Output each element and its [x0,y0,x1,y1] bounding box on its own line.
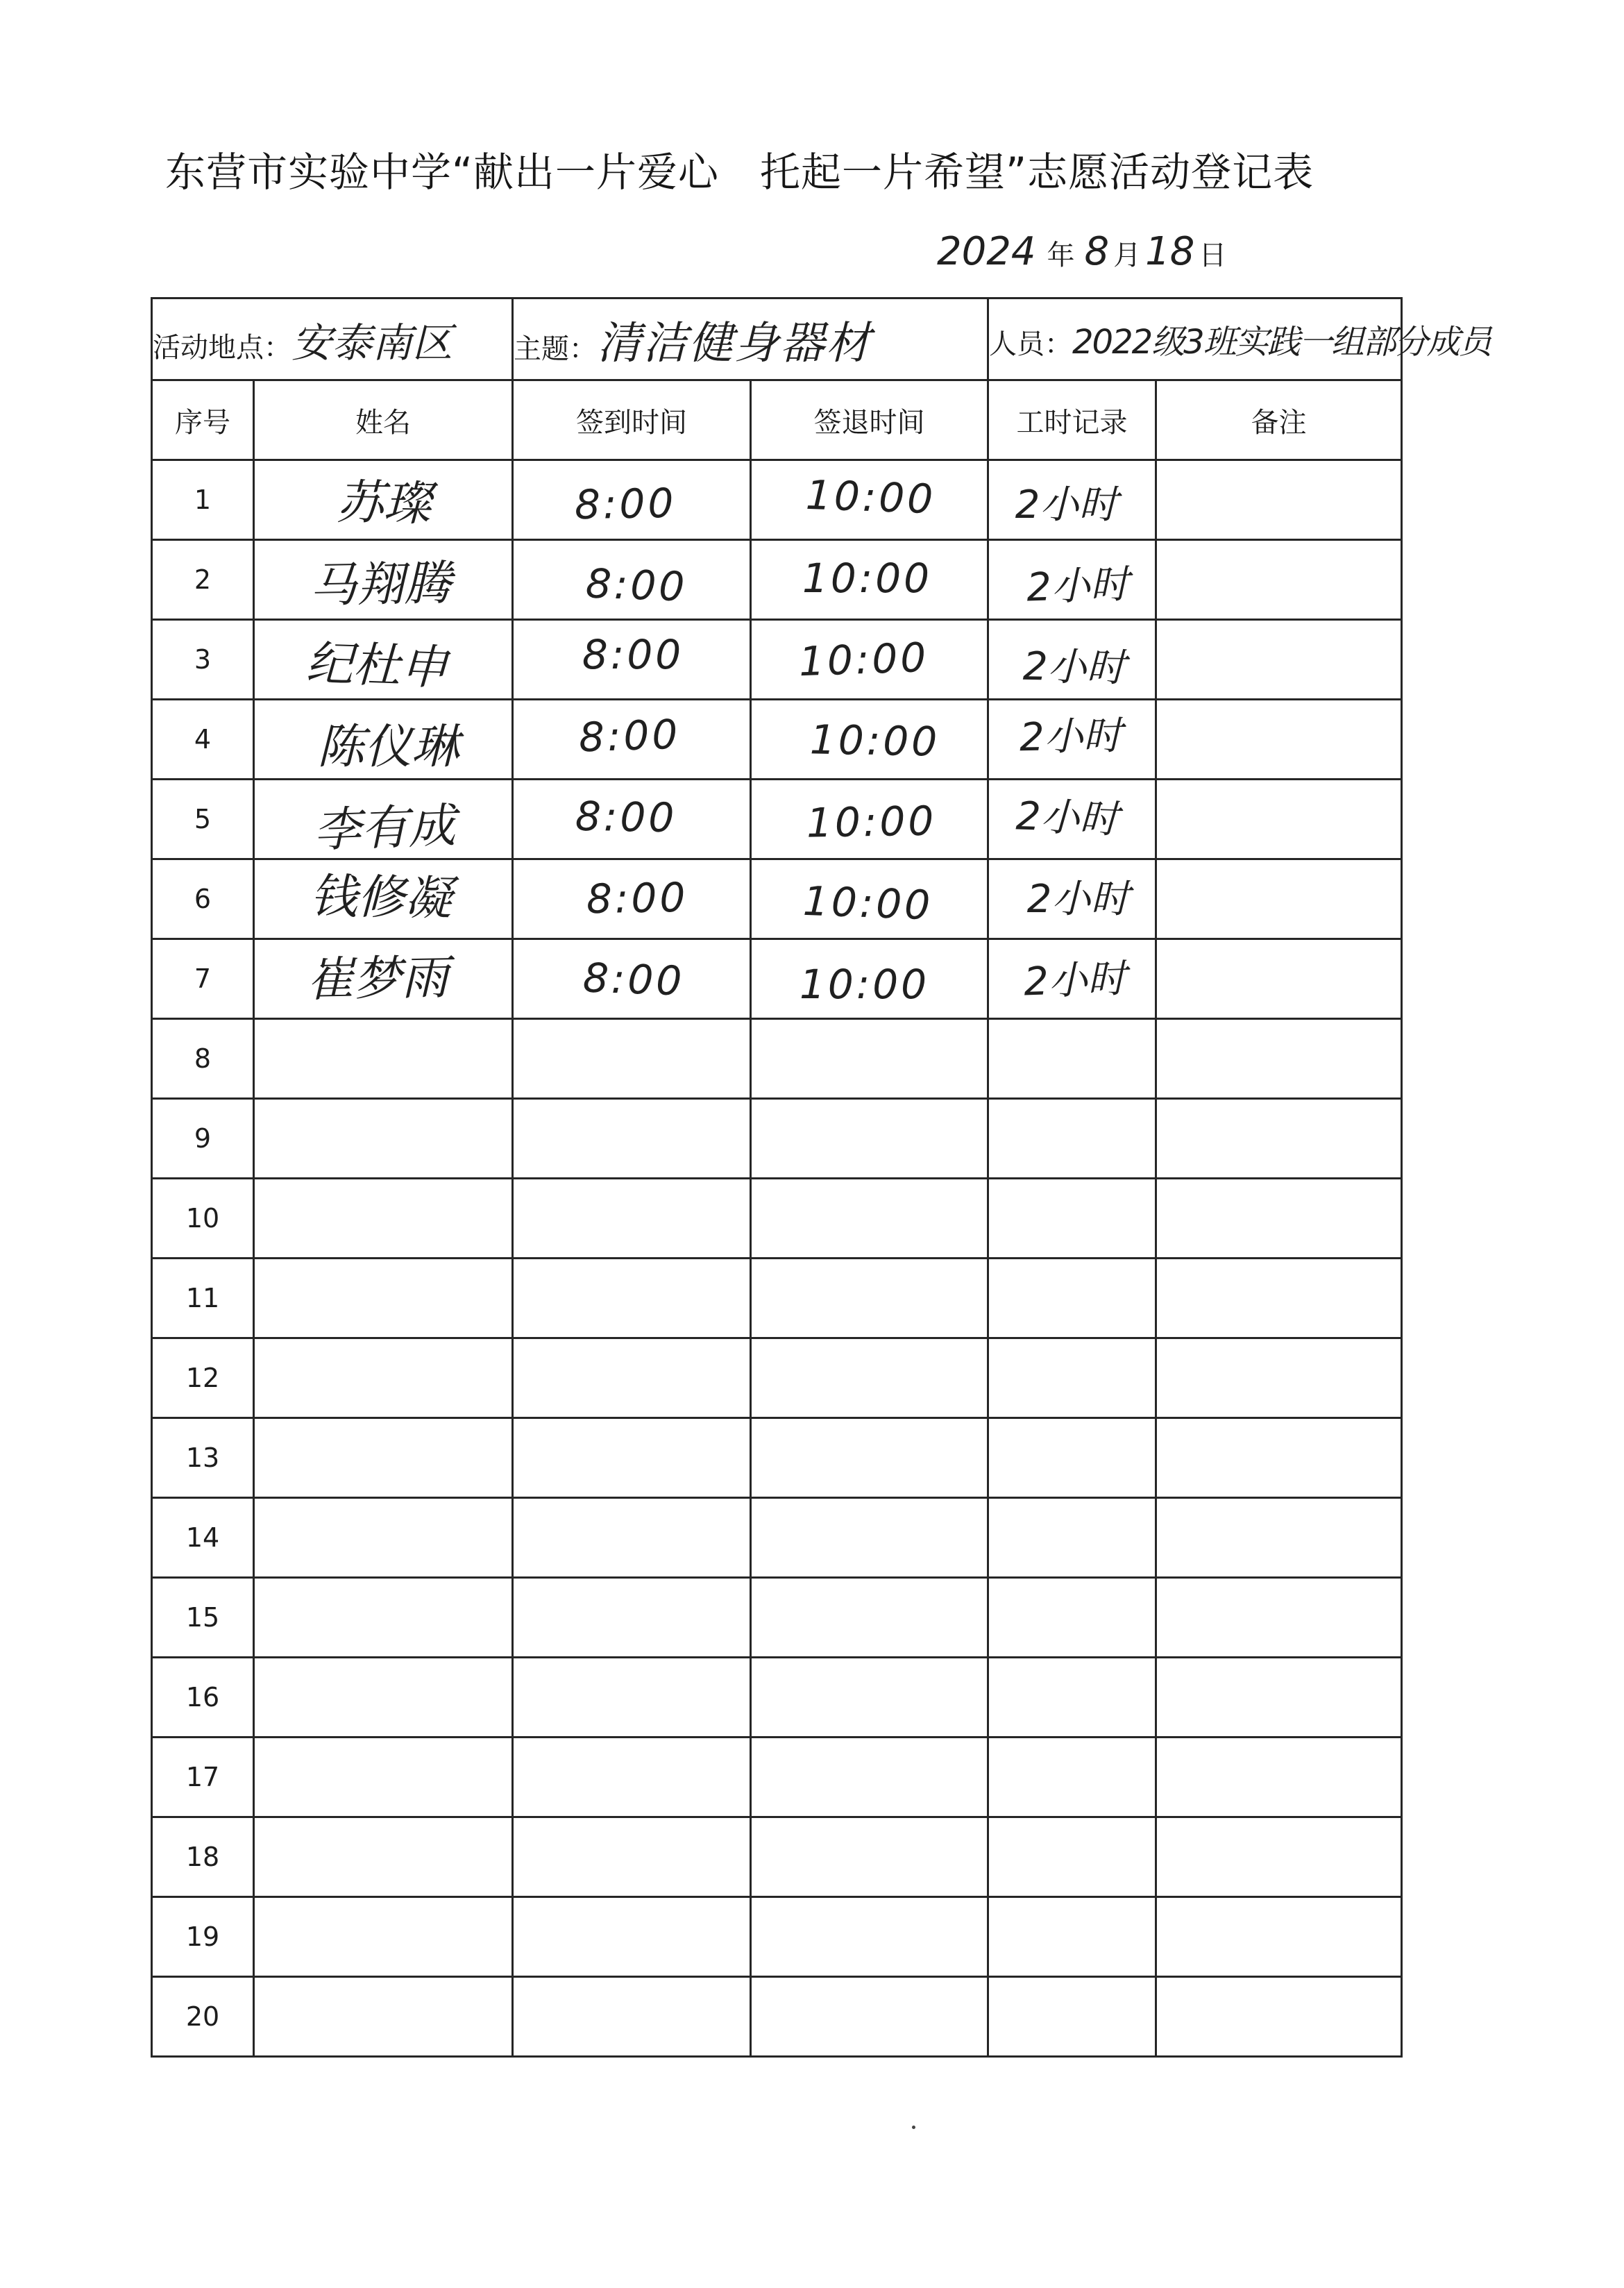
name-cell [254,1099,513,1179]
sign-out-time-cell [751,1658,988,1738]
sign-in-time-text: 8:00 [582,954,686,1005]
row-number-cell [152,859,254,939]
sign-out-time-cell [751,1897,988,1977]
sign-in-time-text: 8:00 [584,560,688,611]
row-number-cell [152,939,254,1019]
column-header-row [152,380,1402,460]
work-hours-text: 2小时 [1015,793,1119,843]
name-cell [254,1738,513,1817]
location-label: 活动地点： [153,331,291,364]
remarks-cell [1156,939,1402,1019]
sign-in-time-text: 8:00 [577,710,682,762]
column-header-number: 序号 [152,380,254,460]
work-hours-cell [988,859,1156,939]
sign-out-time-text: 10:00 [799,961,930,1008]
location-value: 安泰南区 [291,319,453,367]
row-number-text: 20 [185,2001,220,2032]
remarks-cell [1156,859,1402,939]
people-value: 2022级3班实践一组部分成员 [1072,323,1491,362]
row-number-text: 19 [185,1921,220,1952]
remarks-cell [1156,1418,1402,1498]
sign-in-time-cell [513,1179,751,1259]
work-hours-text: 2小时 [1022,956,1127,1005]
name-text: 纪杜申 [305,635,449,696]
row-number-text: 18 [185,1842,220,1872]
table-row [152,1738,1402,1817]
row-number-cell [152,1019,254,1099]
name-cell [254,620,513,700]
table-row [152,460,1402,540]
name-cell [254,859,513,939]
remarks-cell [1156,1259,1402,1338]
sign-in-time-cell [513,1019,751,1099]
name-text: 李有成 [312,798,457,859]
sign-out-time-text: 10:00 [804,471,937,523]
work-hours-cell [988,1179,1156,1259]
work-hours-cell [988,1259,1156,1338]
name-cell [254,1658,513,1738]
sign-in-time-cell [513,939,751,1019]
row-number-cell [152,1418,254,1498]
work-hours-cell [988,540,1156,620]
row-number-text: 10 [185,1203,220,1234]
work-hours-cell [988,700,1156,780]
table-row [152,1019,1402,1099]
work-hours-cell [988,780,1156,859]
work-hours-cell [988,1897,1156,1977]
work-hours-cell [988,460,1156,540]
remarks-cell [1156,1019,1402,1099]
sign-out-time-cell [751,1498,988,1578]
work-hours-cell [988,1019,1156,1099]
sign-in-time-cell [513,1259,751,1338]
sign-in-time-text: 8:00 [575,792,677,842]
sign-in-time-cell [513,1498,751,1578]
sign-in-time-cell [513,1738,751,1817]
row-number-text: 7 [194,964,212,994]
sign-in-time-cell [513,460,751,540]
name-cell [254,1817,513,1897]
sign-out-time-cell [751,540,988,620]
theme-value: 清洁健身器材 [597,317,872,369]
row-number-text: 14 [185,1522,220,1553]
table-row [152,1977,1402,2057]
table-row [152,620,1402,700]
sign-in-time-text: 8:00 [574,479,677,529]
remarks-cell [1156,1099,1402,1179]
table-row [152,1897,1402,1977]
row-number-text: 5 [194,804,212,834]
table-body [152,460,1402,2057]
row-number-text: 12 [185,1363,220,1393]
row-number-text: 11 [185,1283,220,1313]
row-number-cell [152,1578,254,1658]
name-cell [254,1019,513,1099]
table-row [152,1338,1402,1418]
remarks-cell [1156,1338,1402,1418]
row-number-cell [152,1338,254,1418]
sign-in-time-cell [513,1817,751,1897]
sign-out-time-cell [751,1738,988,1817]
column-header-name: 姓名 [254,380,513,460]
name-cell [254,1259,513,1338]
sign-out-time-text: 10:00 [802,555,933,602]
sign-out-time-text: 10:00 [802,877,934,930]
row-number-text: 9 [194,1123,212,1154]
sign-out-time-cell [751,939,988,1019]
table-row [152,859,1402,939]
work-hours-text: 2小时 [1026,877,1130,922]
name-text: 崔梦雨 [306,950,449,1008]
location-cell [152,298,513,380]
row-number-text: 13 [185,1442,220,1473]
work-hours-cell [988,1977,1156,2057]
remarks-cell [1156,1897,1402,1977]
name-cell [254,460,513,540]
sign-in-time-cell [513,1658,751,1738]
remarks-cell [1156,1977,1402,2057]
sign-in-time-cell [513,1099,751,1179]
work-hours-cell [988,1738,1156,1817]
work-hours-cell [988,939,1156,1019]
table-row [152,1578,1402,1658]
sign-in-time-cell [513,620,751,700]
sign-out-time-cell [751,1977,988,2057]
sign-out-time-text: 10:00 [806,797,937,847]
name-cell [254,1977,513,2057]
date-year: 2024 [937,229,1036,274]
name-text: 陈仪琳 [317,719,459,775]
work-hours-cell [988,620,1156,700]
registration-table [151,297,1491,2058]
name-cell [254,700,513,780]
sign-out-time-cell [751,1099,988,1179]
sign-out-time-text: 10:00 [809,716,940,766]
row-number-cell [152,1179,254,1259]
work-hours-text: 2小时 [1025,562,1130,611]
work-hours-cell [988,1338,1156,1418]
row-number-cell [152,1738,254,1817]
work-hours-text: 2小时 [1022,644,1126,691]
sign-out-time-cell [751,460,988,540]
row-number-cell [152,780,254,859]
row-number-text: 15 [185,1602,220,1633]
table-row [152,1658,1402,1738]
table-row [152,1099,1402,1179]
sign-out-time-cell [751,780,988,859]
table-row [152,1259,1402,1338]
row-number-cell [152,1259,254,1338]
theme-label: 主题： [514,333,598,365]
remarks-cell [1156,460,1402,540]
remarks-cell [1156,700,1402,780]
row-number-text: 8 [194,1043,212,1074]
table-row [152,1498,1402,1578]
remarks-cell [1156,620,1402,700]
sign-out-time-cell [751,1418,988,1498]
row-number-text: 4 [194,724,212,755]
date-month-label: 月 [1113,239,1142,271]
table-row [152,939,1402,1019]
date-month: 8 [1084,229,1110,274]
row-number-text: 1 [194,485,212,515]
form-date [937,229,1226,285]
sign-in-time-cell [513,1578,751,1658]
work-hours-cell [988,1498,1156,1578]
sign-in-time-text: 8:00 [586,873,688,923]
sign-in-time-cell [513,700,751,780]
sign-out-time-cell [751,1338,988,1418]
sign-in-time-cell [513,1977,751,2057]
remarks-cell [1156,1498,1402,1578]
work-hours-cell [988,1658,1156,1738]
row-number-cell [152,1817,254,1897]
form-title: 东营市实验中学“献出一片爱心 托起一片希望”志愿活动登记表 [165,149,1314,196]
table-row [152,1179,1402,1259]
row-number-cell [152,1977,254,2057]
work-hours-text: 2小时 [1015,482,1118,528]
work-hours-cell [988,1099,1156,1179]
work-hours-text: 2小时 [1019,713,1122,761]
work-hours-cell [988,1578,1156,1658]
sign-out-time-cell [751,1578,988,1658]
table-row [152,780,1402,859]
remarks-cell [1156,1658,1402,1738]
sign-in-time-text: 8:00 [582,631,684,678]
sign-in-time-cell [513,1897,751,1977]
row-number-cell [152,1897,254,1977]
remarks-cell [1156,1578,1402,1658]
column-header-sign-out: 签退时间 [751,380,988,460]
name-text: 马翔腾 [309,555,452,614]
name-cell [254,780,513,859]
sign-out-time-cell [751,700,988,780]
activity-info-row [152,298,1402,380]
remarks-cell [1156,1738,1402,1817]
sign-in-time-cell [513,540,751,620]
row-number-text: 2 [194,564,212,595]
name-cell [254,1338,513,1418]
sign-in-time-cell [513,780,751,859]
sign-out-time-cell [751,1817,988,1897]
name-text: 苏璨 [336,475,432,532]
sign-out-time-cell [751,620,988,700]
work-hours-cell [988,1817,1156,1897]
sign-in-time-cell [513,1338,751,1418]
sign-in-time-cell [513,1418,751,1498]
sign-out-time-cell [751,859,988,939]
name-cell [254,939,513,1019]
name-cell [254,1179,513,1259]
table-row [152,1418,1402,1498]
row-number-cell [152,540,254,620]
sign-out-time-cell [751,1259,988,1338]
sign-in-time-cell [513,859,751,939]
row-number-text: 17 [185,1762,220,1792]
row-number-cell [152,700,254,780]
column-header-hours: 工时记录 [988,380,1156,460]
row-number-text: 16 [185,1682,220,1713]
column-header-sign-in: 签到时间 [513,380,751,460]
date-day-label: 日 [1199,239,1227,271]
row-number-cell [152,620,254,700]
column-header-remarks: 备注 [1156,380,1402,460]
name-text: 钱修凝 [310,868,452,927]
date-day: 18 [1145,229,1195,274]
row-number-cell [152,1498,254,1578]
table-row [152,1817,1402,1897]
table-row [152,700,1402,780]
scan-speck [912,2126,915,2129]
sign-out-time-text: 10:00 [797,633,930,686]
remarks-cell [1156,1817,1402,1897]
sign-out-time-cell [751,1179,988,1259]
row-number-cell [152,1099,254,1179]
name-cell [254,1418,513,1498]
table-row [152,540,1402,620]
work-hours-cell [988,1418,1156,1498]
name-cell [254,1578,513,1658]
remarks-cell [1156,1179,1402,1259]
name-cell [254,1897,513,1977]
remarks-cell [1156,780,1402,859]
date-year-label: 年 [1047,239,1075,271]
name-cell [254,1498,513,1578]
people-label: 人员： [989,328,1073,360]
people-cell [988,298,1491,380]
row-number-cell [152,460,254,540]
row-number-text: 6 [194,884,212,914]
theme-cell [513,298,988,380]
name-cell [254,540,513,620]
sign-out-time-cell [751,1019,988,1099]
remarks-cell [1156,540,1402,620]
row-number-text: 3 [194,644,212,675]
row-number-cell [152,1658,254,1738]
